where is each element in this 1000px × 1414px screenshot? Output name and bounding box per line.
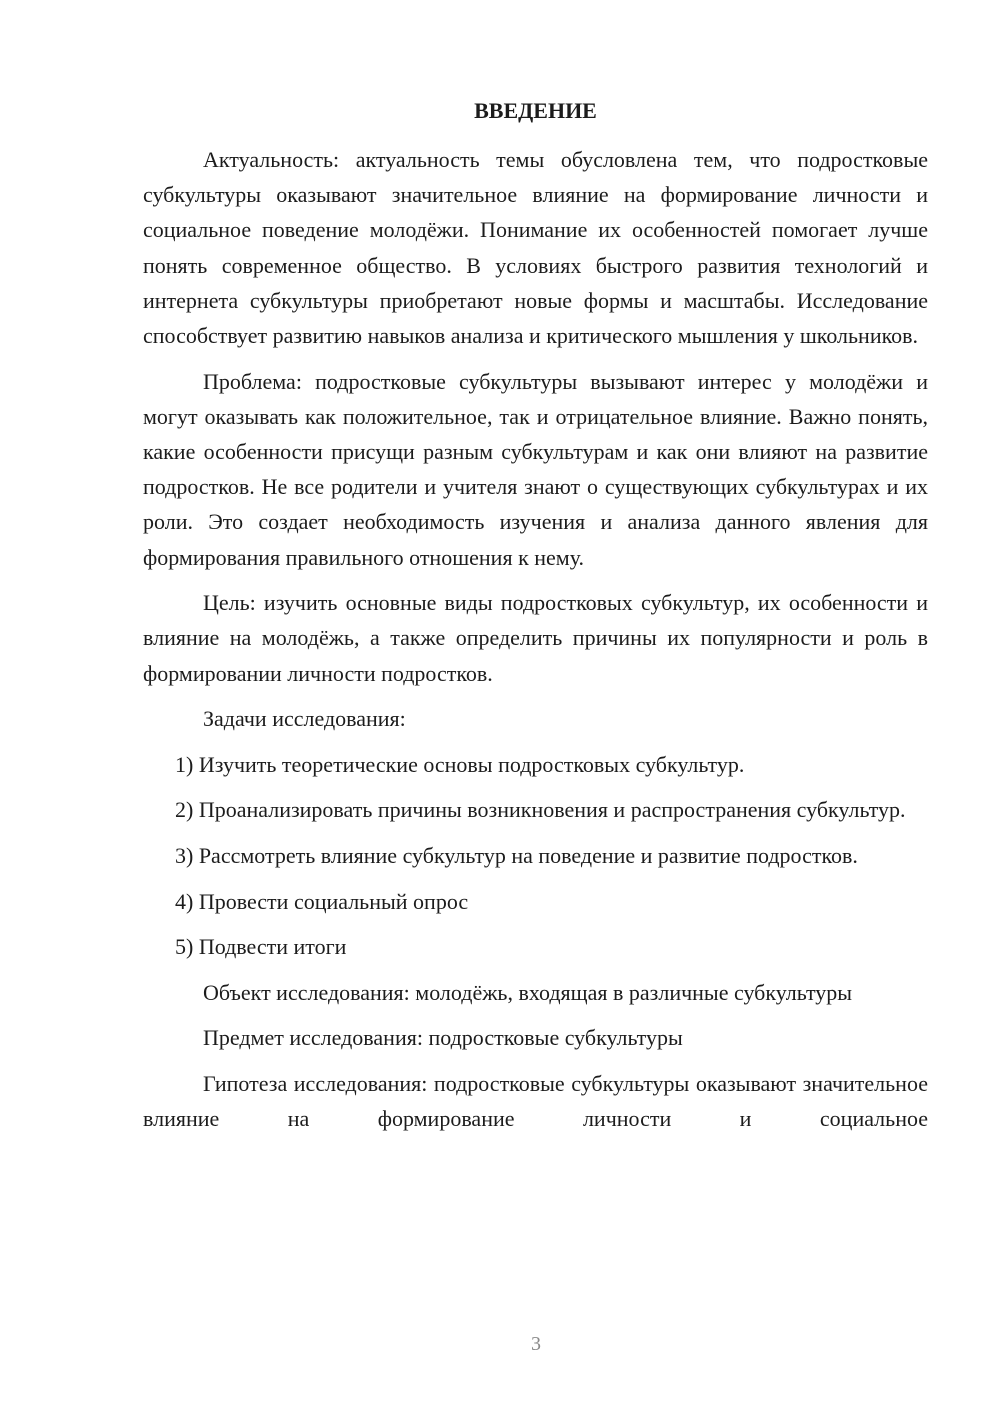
task-item: 2) Проанализировать причины возникновения и распространения субкультур. [175, 797, 906, 823]
paragraph-relevance: Актуальность: актуальность темы обусловлена тем, что подростковые субкультуры оказывают значительное влияние на формирование личности и социальное поведение молодёжи. Понимание их особенностей помогает лучше понять современное общество. В условиях быстрого развития технологий и интернета субкультуры приобретают новые формы и масштабы. Исследование способствует развитию навыков анализа и критического мышления у школьников. [143, 147, 928, 349]
task-item: 5) Подвести итоги [175, 934, 347, 960]
task-item: 1) Изучить теоретические основы подростковых субкультур. [175, 751, 745, 777]
paragraph-subject: Предмет исследования: подростковые субкультуры [203, 1025, 683, 1051]
page-title: ВВЕДЕНИЕ [474, 98, 597, 123]
paragraph-hypothesis: Гипотеза исследования: подростковые субкультуры оказывают значительное влияние на формирование личности и социальное [143, 1070, 928, 1132]
task-item: 4) Провести социальный опрос [175, 888, 469, 914]
page-number: 3 [531, 1333, 541, 1355]
paragraph-object: Объект исследования: молодёжь, входящая в различные субкультуры [203, 979, 853, 1005]
body-text [143, 142, 928, 1136]
paragraph-tasks-heading: Задачи исследования: [203, 706, 406, 732]
paragraph-goal: Цель: изучить основные виды подростковых субкультур, их особенности и влияние на молодёжь, а также определить причины их популярности и роль в формировании личности подростков. [143, 590, 928, 686]
task-item: 3) Рассмотреть влияние субкультур на поведение и развитие подростков. [175, 843, 858, 868]
paragraph-problem: Проблема: подростковые субкультуры вызывают интерес у молодёжи и могут оказывать как положительное, так и отрицательное влияние. Важно понять, какие особенности присущи разным субкультурам и как они влияют на развитие подростков. Не все родители и учителя знают о существующих субкультурах и их роли. Это создает необходимость изучения и анализа данного явления для формирования правильного отношения к нему. [143, 368, 928, 570]
